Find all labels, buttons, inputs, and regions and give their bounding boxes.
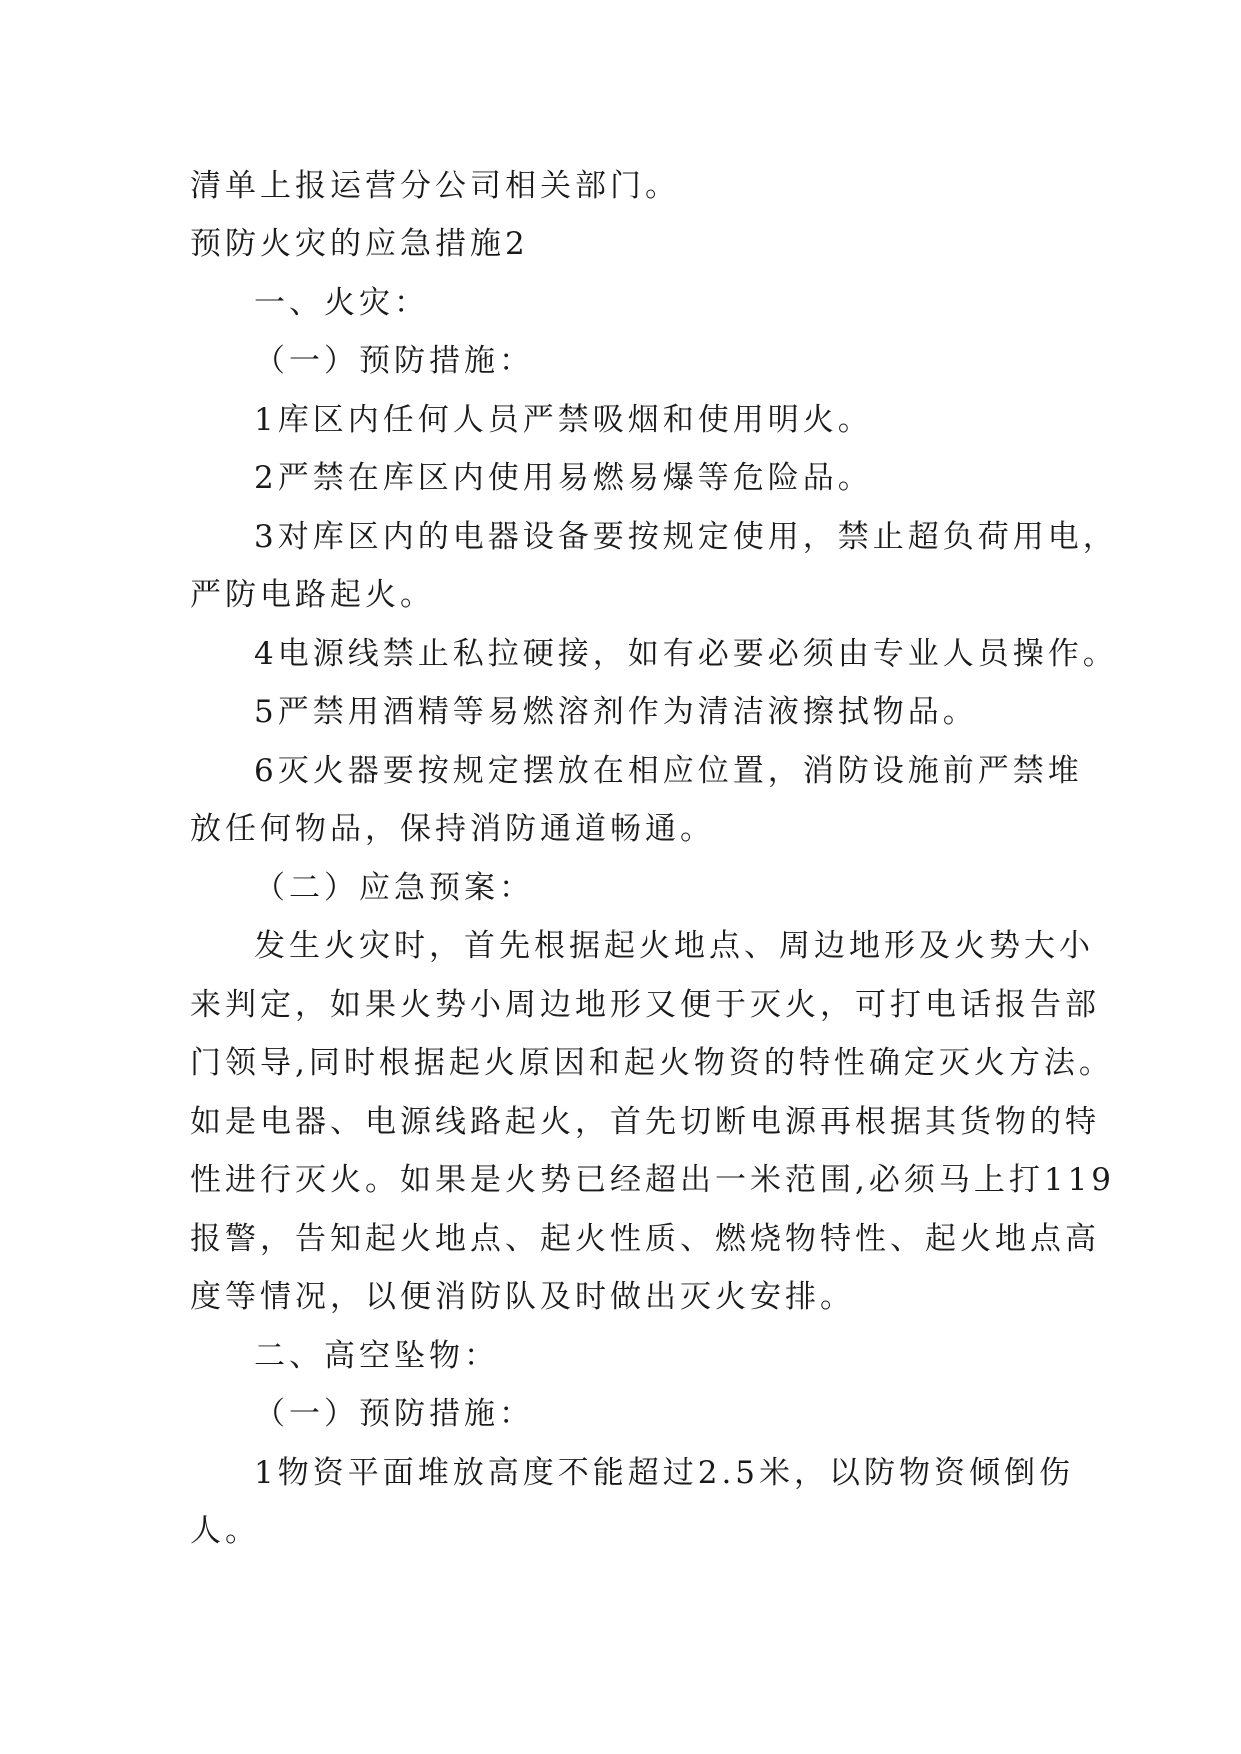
- text-line: 来判定，如果火势小周边地形又便于灭火，可打电话报告部: [190, 987, 1100, 1023]
- text-line: 4电源线禁止私拉硬接，如有必要必须由专业人员操作。: [254, 636, 1118, 672]
- text-line: 发生火灾时，首先根据起火地点、周边地形及火势大小: [254, 928, 1094, 964]
- text-line: 门领导,同时根据起火原因和起火物资的特性确定灭火方法。: [190, 1045, 1114, 1081]
- heading-fire: 一、火灾：: [254, 285, 429, 321]
- section-heading: 预防火灾的应急措施2: [190, 226, 529, 262]
- text-line: 严防电路起火。: [190, 577, 435, 613]
- text-line: 5严禁用酒精等易燃溶剂作为清洁液擦拭物品。: [254, 694, 978, 730]
- text-line: 人。: [190, 1513, 260, 1549]
- text-line: 清单上报运营分公司相关部门。: [190, 168, 680, 204]
- text-line: 6灭火器要按规定摆放在相应位置，消防设施前严禁堆: [254, 753, 1083, 789]
- subheading-prevention: （一）预防措施：: [254, 1396, 534, 1432]
- text-line: 3对库区内的电器设备要按规定使用，禁止超负荷用电，: [254, 519, 1118, 555]
- text-line: 性进行灭火。如果是火势已经超出一米范围,必须马上打119: [190, 1162, 1116, 1198]
- text-line: 如是电器、电源线路起火，首先切断电源再根据其货物的特: [190, 1104, 1100, 1140]
- heading-falling-objects: 二、高空坠物：: [254, 1338, 499, 1374]
- subheading-emergency-plan: （二）应急预案：: [254, 870, 534, 906]
- subheading-prevention: （一）预防措施：: [254, 343, 534, 379]
- text-line: 1物资平面堆放高度不能超过2.5米，以防物资倾倒伤: [254, 1455, 1075, 1491]
- text-line: 放任何物品，保持消防通道畅通。: [190, 811, 715, 847]
- text-line: 1库区内任何人员严禁吸烟和使用明火。: [254, 402, 873, 438]
- text-line: 度等情况，以便消防队及时做出灭火安排。: [190, 1279, 855, 1315]
- text-line: 报警，告知起火地点、起火性质、燃烧物特性、起火地点高: [190, 1221, 1100, 1257]
- text-line: 2严禁在库区内使用易燃易爆等危险品。: [254, 460, 873, 496]
